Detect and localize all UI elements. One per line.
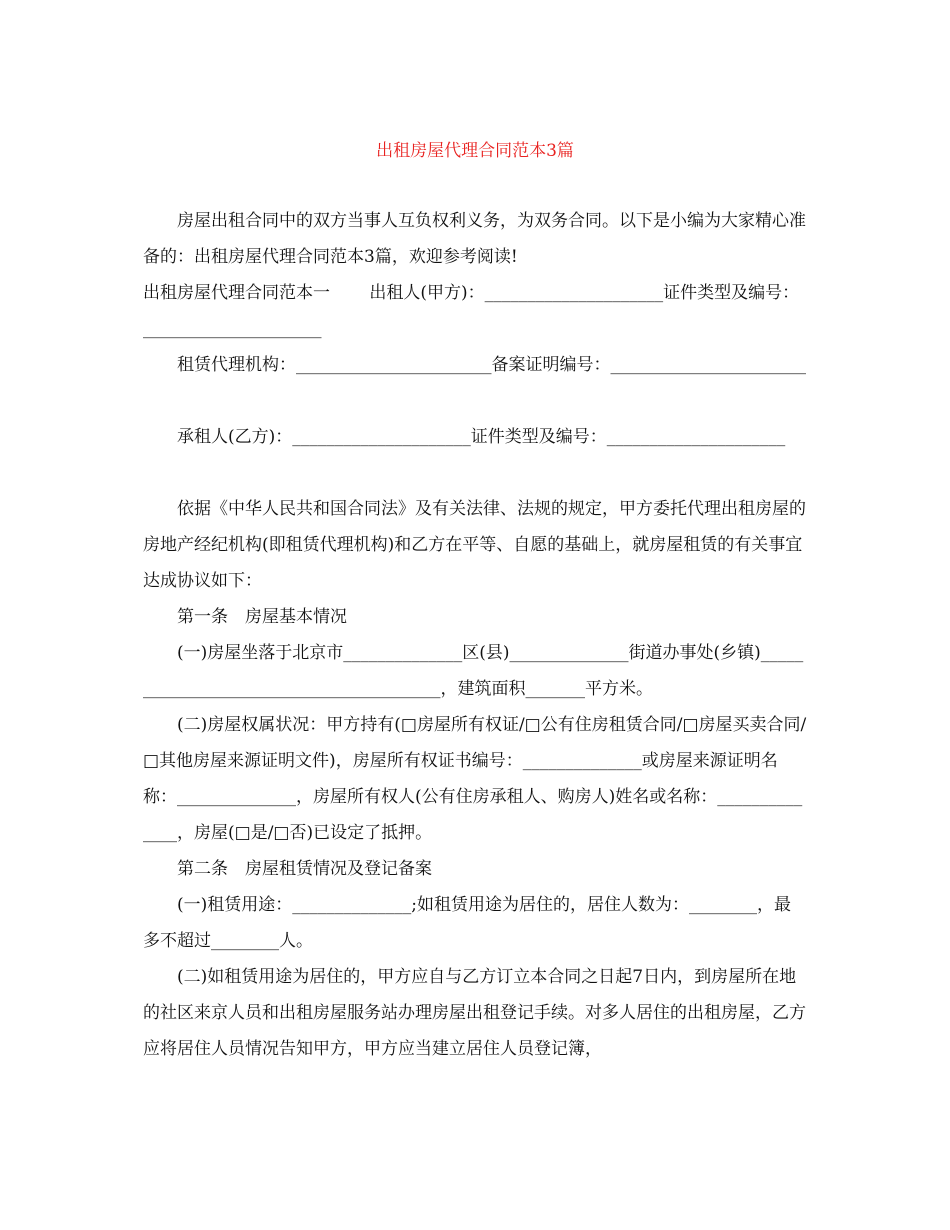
article-2-item-2: (二)如租赁用途为居住的，甲方应自与乙方订立本合同之日起7日内，到房屋所在地的社区来京人员和出租房屋服务站办理房屋出租登记手续。对多人居住的出租房屋，乙方应将居住人员情况告知甲方，甲方应当建立居住人员登记簿， — [143, 967, 806, 1059]
article-1-item-2: (二)房屋权属状况：甲方持有(□房屋所有权证/□公有住房租赁合同/□房屋买卖合同/□其他房屋来源证明文件)，房屋所有权证书编号：______________或房屋来源证明名称：______________，房屋所有权人(公有住房承租人、购房人)姓名或名称：______________，房屋(□是/□否)已设定了抵押。 — [143, 715, 807, 843]
preamble-paragraph: 依据《中华人民共和国合同法》及有关法律、法规的规定，甲方委托代理出租房屋的房地产经纪机构(即租赁代理机构)和乙方在平等、自愿的基础上，就房屋租赁的有关事宜达成协议如下： — [143, 499, 806, 591]
document-title: 出租房屋代理合同范本3篇 — [376, 141, 574, 161]
agency-paragraph: 租赁代理机构：_______________________备案证明编号：_______________________ — [143, 355, 806, 375]
article-2-item-1: (一)租赁用途：______________;如租赁用途为居住的，居住人数为：________，最多不超过________人。 — [143, 895, 791, 951]
lessee-paragraph: 承租人(乙方)：_____________________证件类型及编号：_____________________ — [143, 427, 786, 447]
article-2-heading: 第二条 房屋租赁情况及登记备案 — [143, 859, 432, 879]
article-1-item-1: (一)房屋坐落于北京市______________区(县)______________街道办事处(乡镇)________________________________________，建筑面积_______平方米。 — [143, 643, 804, 699]
article-1-heading: 第一条 房屋基本情况 — [143, 607, 347, 627]
intro-paragraph: 房屋出租合同中的双方当事人互负权利义务，为双务合同。以下是小编为大家精心准备的：出租房屋代理合同范本3篇，欢迎参考阅读! — [143, 211, 806, 267]
parties-lessor-paragraph: 出租房屋代理合同范本一 出租人(甲方)：_____________________证件类型及编号：_____________________ — [143, 283, 800, 339]
